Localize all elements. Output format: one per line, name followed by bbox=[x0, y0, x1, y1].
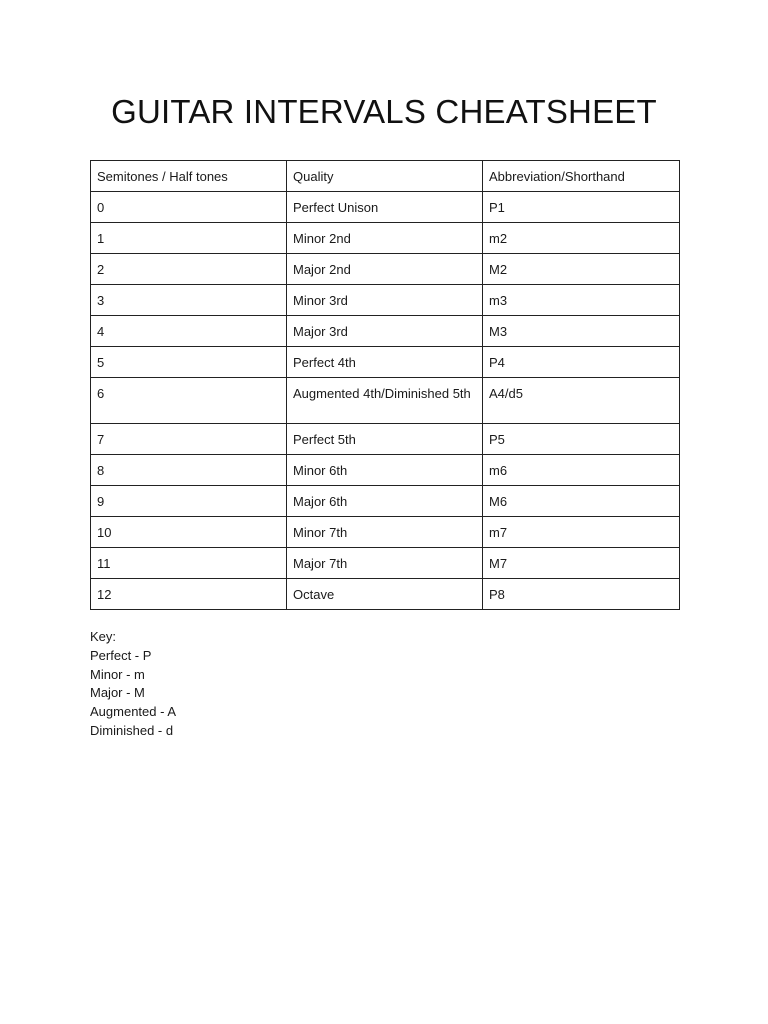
abbreviation-cell: m2 bbox=[483, 223, 680, 254]
key-item: Perfect - P bbox=[90, 647, 152, 663]
semitones-cell: 12 bbox=[91, 579, 287, 610]
table-row bbox=[91, 455, 680, 486]
abbreviation-cell: A4/d5 bbox=[483, 378, 680, 424]
semitones-cell: 2 bbox=[91, 254, 287, 285]
table-row bbox=[91, 316, 680, 347]
table-row bbox=[91, 424, 680, 455]
quality-cell: Perfect 5th bbox=[287, 424, 483, 455]
table-row bbox=[91, 579, 680, 610]
header-quality: Quality bbox=[287, 161, 483, 192]
semitones-cell: 1 bbox=[91, 223, 287, 254]
quality-cell: Major 2nd bbox=[287, 254, 483, 285]
semitones-cell: 3 bbox=[91, 285, 287, 316]
abbreviation-cell: M3 bbox=[483, 316, 680, 347]
semitones-cell: 11 bbox=[91, 548, 287, 579]
table-row bbox=[91, 548, 680, 579]
quality-cell: Minor 2nd bbox=[287, 223, 483, 254]
table-row bbox=[91, 223, 680, 254]
table-row bbox=[91, 285, 680, 316]
page-title: GUITAR INTERVALS CHEATSHEET bbox=[111, 93, 657, 130]
table-row bbox=[91, 347, 680, 378]
abbreviation-cell: P5 bbox=[483, 424, 680, 455]
key-item: Augmented - A bbox=[90, 704, 176, 720]
abbreviation-cell: P4 bbox=[483, 347, 680, 378]
abbreviation-cell: m6 bbox=[483, 455, 680, 486]
table-row bbox=[91, 254, 680, 285]
key-heading: Key: bbox=[90, 629, 117, 644]
table-row bbox=[91, 378, 680, 424]
quality-cell: Major 3rd bbox=[287, 316, 483, 347]
semitones-cell: 5 bbox=[91, 347, 287, 378]
abbreviation-cell: m7 bbox=[483, 517, 680, 548]
abbreviation-cell: M6 bbox=[483, 486, 680, 517]
key-item: Minor - m bbox=[90, 666, 145, 682]
semitones-cell: 8 bbox=[91, 455, 287, 486]
header-semitones: Semitones / Half tones bbox=[91, 161, 287, 192]
table-header-row bbox=[91, 161, 680, 192]
abbreviation-cell: P1 bbox=[483, 192, 680, 223]
table-row bbox=[91, 486, 680, 517]
header-abbreviation: Abbreviation/Shorthand bbox=[483, 161, 680, 192]
quality-cell: Minor 3rd bbox=[287, 285, 483, 316]
key-item: Diminished - d bbox=[90, 722, 174, 738]
quality-cell: Augmented 4th/Diminished 5th bbox=[287, 378, 483, 424]
key-item: Major - M bbox=[90, 685, 145, 701]
abbreviation-cell: M2 bbox=[483, 254, 680, 285]
semitones-cell: 4 bbox=[91, 316, 287, 347]
quality-cell: Major 6th bbox=[287, 486, 483, 517]
table-row bbox=[91, 517, 680, 548]
semitones-cell: 0 bbox=[91, 192, 287, 223]
quality-cell: Minor 7th bbox=[287, 517, 483, 548]
semitones-cell: 9 bbox=[91, 486, 287, 517]
key-legend bbox=[90, 628, 176, 741]
abbreviation-cell: m3 bbox=[483, 285, 680, 316]
quality-cell: Octave bbox=[287, 579, 483, 610]
abbreviation-cell: P8 bbox=[483, 579, 680, 610]
table-row bbox=[91, 192, 680, 223]
semitones-cell: 6 bbox=[91, 378, 287, 424]
quality-cell: Perfect Unison bbox=[287, 192, 483, 223]
quality-cell: Minor 6th bbox=[287, 455, 483, 486]
quality-cell: Perfect 4th bbox=[287, 347, 483, 378]
intervals-table bbox=[90, 160, 680, 610]
quality-cell: Major 7th bbox=[287, 548, 483, 579]
semitones-cell: 10 bbox=[91, 517, 287, 548]
semitones-cell: 7 bbox=[91, 424, 287, 455]
abbreviation-cell: M7 bbox=[483, 548, 680, 579]
